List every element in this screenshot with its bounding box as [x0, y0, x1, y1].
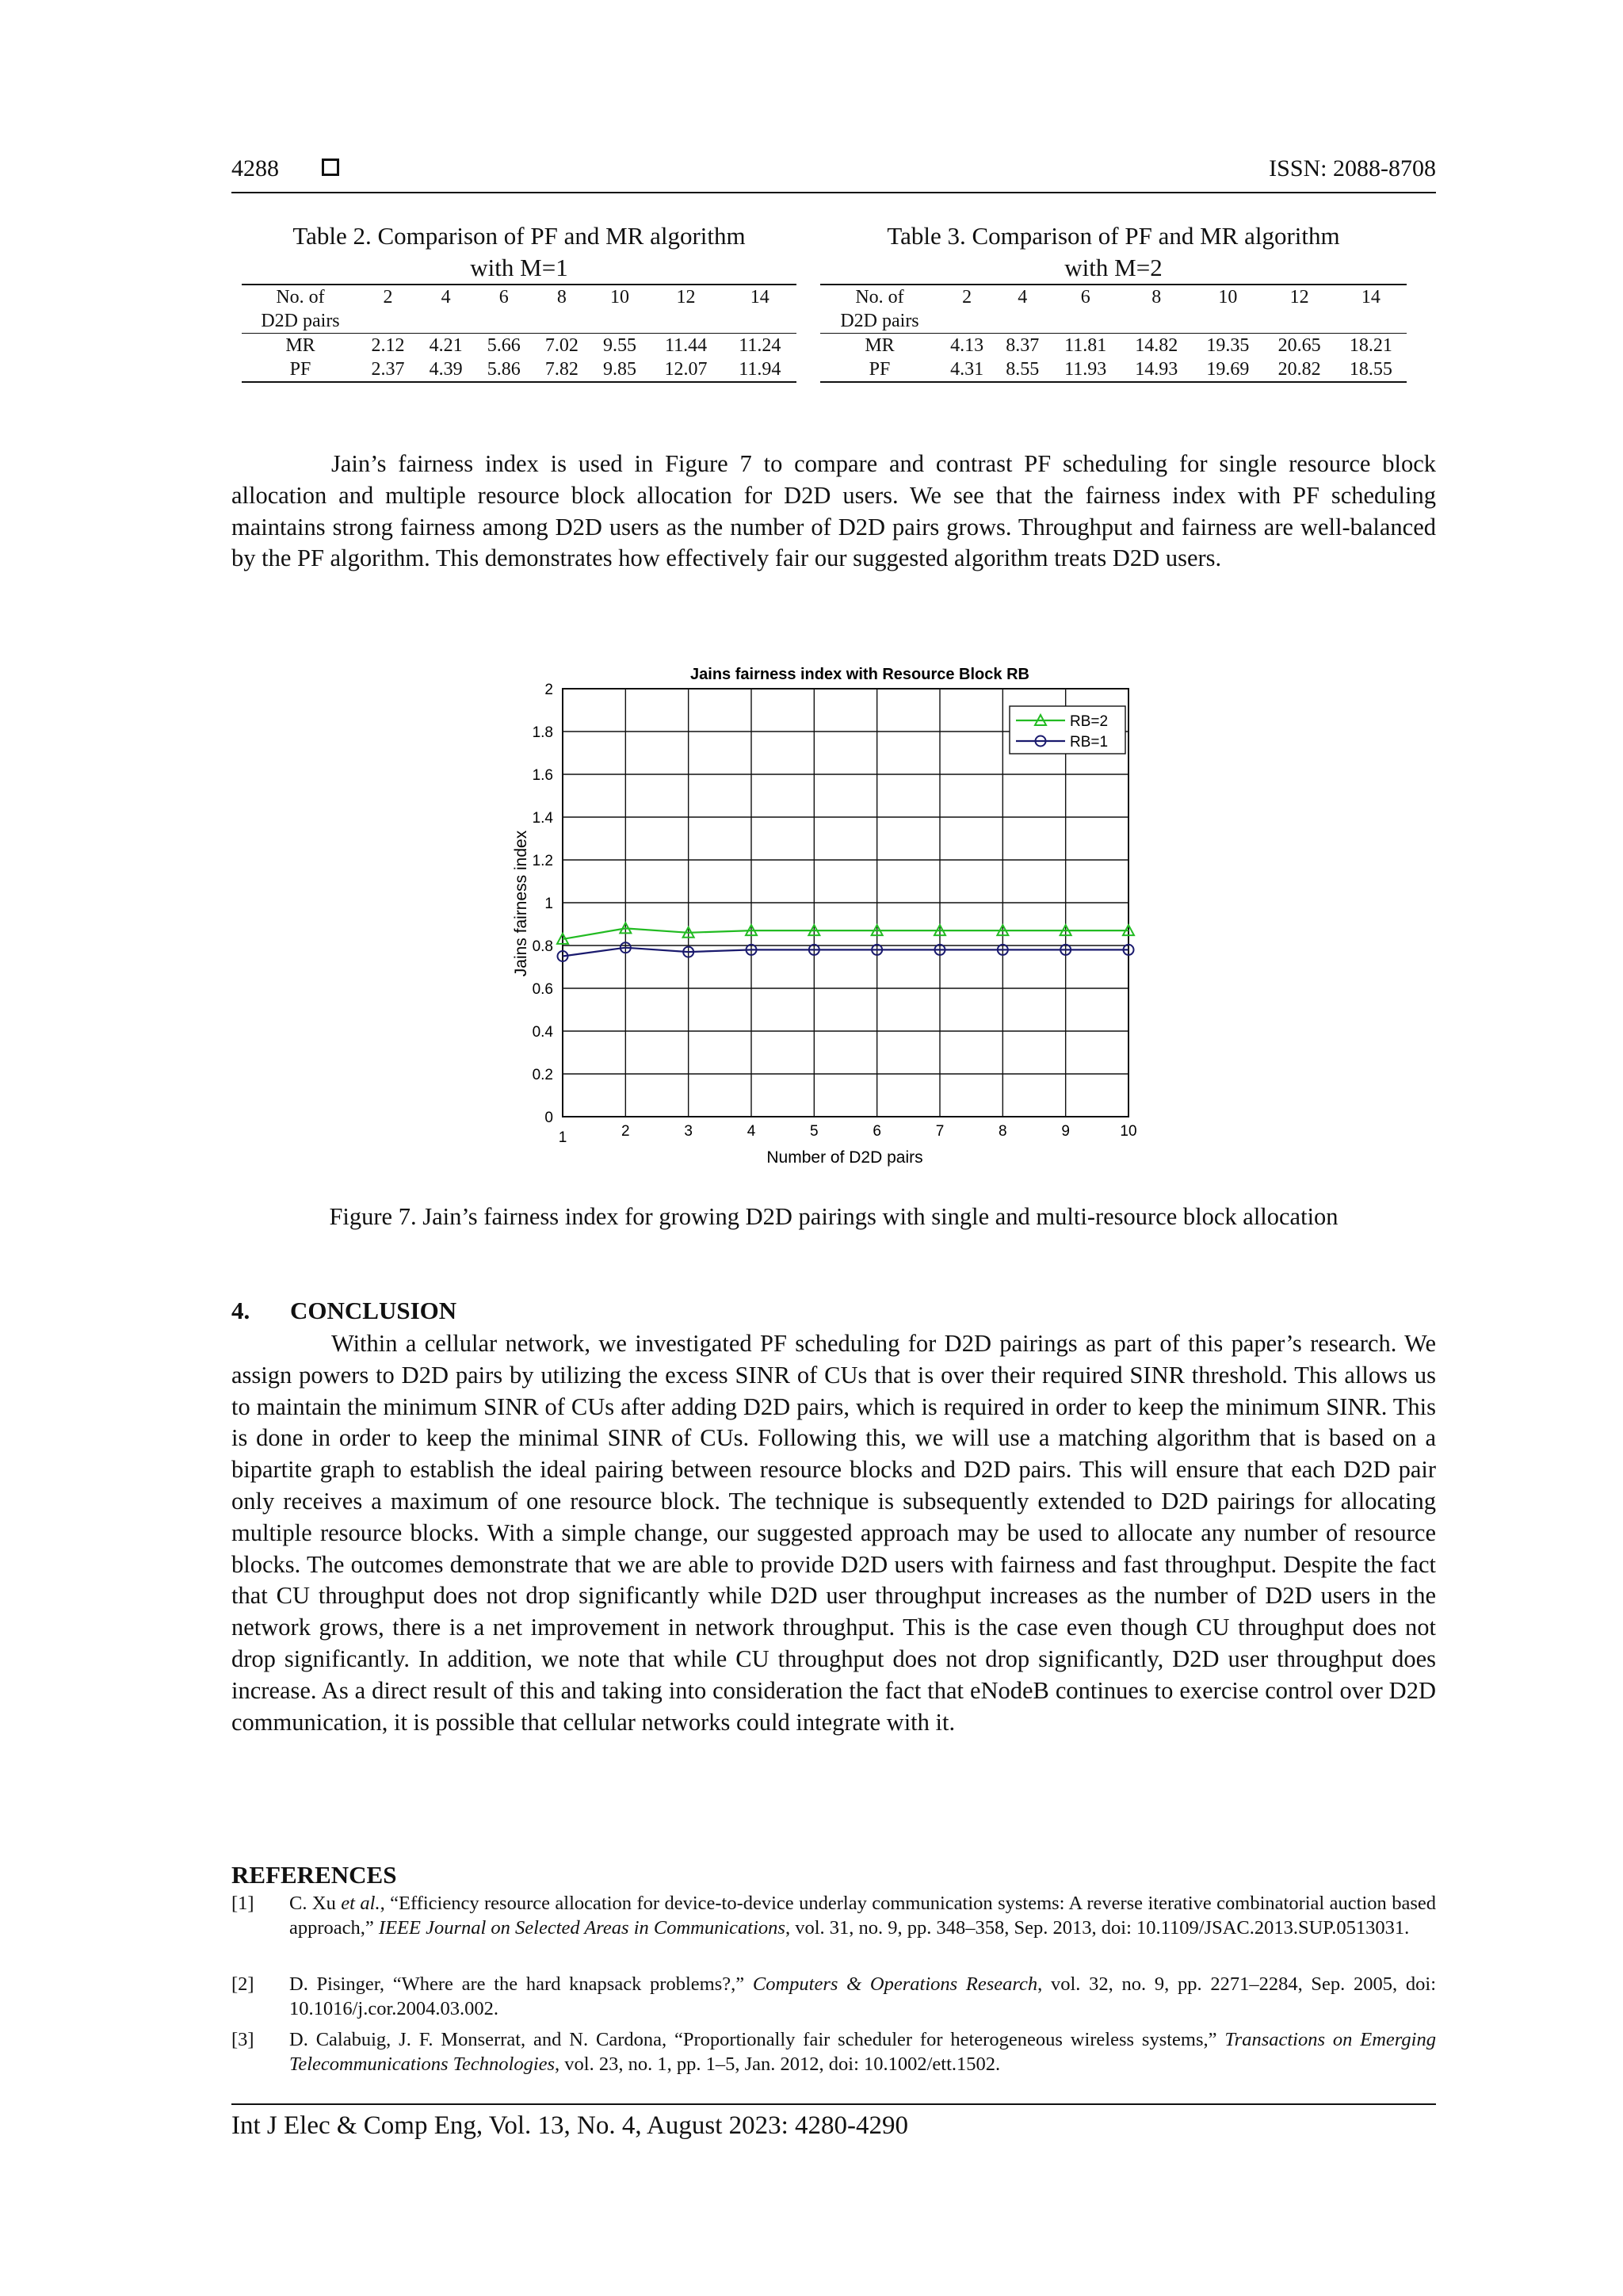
table3-cell: 18.55 — [1335, 357, 1407, 382]
figure-caption: Figure 7. Jain’s fairness index for growing D2D pairings with single and multi-resource block allocation — [329, 1203, 1338, 1230]
table3-col: 14 — [1335, 285, 1407, 334]
chart-series — [557, 923, 1134, 961]
table3-block — [820, 220, 1407, 383]
table3-cell: 14.93 — [1121, 357, 1192, 382]
table2-header-label — [242, 285, 359, 334]
table3-col: 12 — [1264, 285, 1335, 334]
conclusion-text: Within a cellular network, we investigated PF scheduling for D2D pairings as part of this paper’s research. We assign powers to D2D pairs by utilizing the excess SINR of CUs that is over their required SINR threshold. This allows us to maintain the minimum SINR of CUs after adding D2D pairs, which is required in order to keep the minimum SINR. This is done in order to keep the minimal SINR of CUs. Following this, we will use a matching algorithm that is based on a bipartite graph to establish the ideal pairing between resource blocks and D2D pairs. This will ensure that each D2D pair only receives a maximum of one resource block. The technique is subsequently extended to D2D pairings for allocating multiple resource blocks. With a simple change, our suggested approach may be used to allocate any number of resource blocks. The outcomes demonstrate that we are able to provide D2D users with fairness and fast throughput. Despite the fact that CU throughput does not drop significantly while D2D user throughput increases as the number of D2D users in the network grows, there is a net improvement in network throughput. This is the case even though CU throughput does not drop significantly. In addition, we note that while CU throughput does not drop significantly, D2D user throughput does increase. As a direct result of this and taking into consideration the fact that eNodeB continues to exercise control over D2D communication, it is possible that cellular networks could integrate with it. — [231, 1330, 1436, 1736]
table2-col: 8 — [533, 285, 590, 334]
header-rule — [231, 192, 1436, 193]
reference-text — [289, 1972, 1436, 2021]
table2-col: 14 — [724, 285, 796, 334]
chart-x-tick-label: 9 — [1061, 1123, 1070, 1140]
chart-x-tick-label: 2 — [621, 1123, 630, 1140]
chart-y-tick-label: 1.4 — [532, 810, 553, 827]
table3-row-label: MR — [820, 334, 939, 358]
table2-cell: 2.12 — [359, 334, 417, 358]
table2-cell: 5.66 — [475, 334, 533, 358]
chart-series-line — [563, 928, 1128, 939]
table2-cell: 11.44 — [649, 334, 724, 358]
table-row — [820, 334, 1407, 358]
ref-italic: IEEE Journal on Selected Areas in Communications — [378, 1917, 785, 1939]
chart-y-tick-label: 0.6 — [532, 981, 553, 998]
ref-part: , “Efficiency resource allocation for device-to-device underlay communication systems: A reverse iterative combinatorial auction based approach,” — [289, 1893, 1436, 1939]
chart-x-tick-label: 4 — [747, 1123, 756, 1140]
ref-part: , vol. 23, no. 1, pp. 1–5, Jan. 2012, doi: 10.1002/ett.1502. — [555, 2053, 1001, 2075]
chart-x-tick-label: 3 — [684, 1123, 693, 1140]
chart-x-tick-label: 1 — [558, 1129, 567, 1146]
table3-caption-line2: with M=2 — [1064, 254, 1163, 281]
chart-title: Jains fairness index with Resource Block RB — [690, 666, 1029, 683]
table2-cell: 9.55 — [590, 334, 648, 358]
table2-cell: 9.85 — [590, 357, 648, 382]
ref-italic: Transactions on Emerging Telecommunications Technologies — [289, 2029, 1436, 2075]
table3-header-line1: No. of — [855, 287, 904, 308]
chart-y-tick-label: 1.6 — [532, 767, 553, 784]
table2-block — [242, 220, 796, 383]
chart-legend-label: RB=2 — [1070, 713, 1109, 730]
chart-legend-label: RB=1 — [1070, 734, 1109, 751]
table3-cell: 20.82 — [1264, 357, 1335, 382]
references-heading: REFERENCES — [231, 1861, 397, 1889]
table3-cell: 8.55 — [995, 357, 1050, 382]
ref-part: , vol. 31, no. 9, pp. 348–358, Sep. 2013, doi: 10.1109/JSAC.2013.SUP.0513031. — [785, 1917, 1410, 1939]
chart-y-tick-label: 0.8 — [532, 938, 553, 955]
table2-row-label: MR — [242, 334, 359, 358]
table3-caption-line1: Table 3. Comparison of PF and MR algorithm — [887, 222, 1340, 250]
table2-cell: 2.37 — [359, 357, 417, 382]
table-row — [820, 357, 1407, 382]
table3-col: 10 — [1192, 285, 1263, 334]
reference-number: [3] — [231, 2029, 254, 2050]
ref-part: , vol. 32, no. 9, pp. 2271–2284, Sep. 2005, doi: 10.1016/j.cor.2004.03.002. — [289, 1973, 1437, 2019]
table2-col: 6 — [475, 285, 533, 334]
table2-col: 12 — [649, 285, 724, 334]
chart-legend-box — [1010, 706, 1125, 754]
chart-x-tick-label: 5 — [810, 1123, 819, 1140]
table2-caption-line2: with M=1 — [470, 254, 568, 281]
table2-cell: 7.82 — [533, 357, 590, 382]
issn: ISSN: 2088-8708 — [1269, 155, 1436, 181]
table2-col: 4 — [417, 285, 475, 334]
table2-cell: 11.94 — [724, 357, 796, 382]
table3-col: 2 — [939, 285, 995, 334]
reference-number: [1] — [231, 1893, 254, 1914]
paragraph-fairness: Jain’s fairness index is used in Figure 7 to compare and contrast PF scheduling for single resource block allocation and multiple resource block allocation for D2D users. We see that the fairness index with PF scheduling maintains strong fairness among D2D users as the number of D2D pairs grows. Throughput and fairness are well-balanced by the PF algorithm. This demonstrates how effectively fair our suggested algorithm treats D2D users. — [231, 450, 1436, 572]
chart-y-tick-label: 0.2 — [532, 1067, 553, 1083]
table3-cell: 11.81 — [1050, 334, 1121, 358]
table2-cell: 11.24 — [724, 334, 796, 358]
table3 — [820, 284, 1407, 383]
ref-part: C. Xu — [289, 1893, 342, 1914]
table2-header-line2: D2D pairs — [261, 311, 340, 331]
table3-col: 4 — [995, 285, 1050, 334]
reference-number: [2] — [231, 1973, 254, 1995]
table2-caption — [242, 220, 796, 284]
table2-cell: 12.07 — [649, 357, 724, 382]
table3-header-line2: D2D pairs — [840, 311, 919, 331]
chart-x-label: Number of D2D pairs — [766, 1148, 923, 1167]
table3-col: 6 — [1050, 285, 1121, 334]
chart-x-tick-label: 10 — [1120, 1123, 1137, 1140]
table2-col: 10 — [590, 285, 648, 334]
chart-x-tick-label: 6 — [873, 1123, 881, 1140]
chart-x-tick-label: 7 — [935, 1123, 945, 1140]
reference-item — [231, 1972, 1436, 2021]
table2-caption-line1: Table 2. Comparison of PF and MR algorithm — [292, 222, 746, 250]
table2-header-line1: No. of — [276, 287, 325, 308]
ref-part: D. Pisinger, “Where are the hard knapsack problems?,” — [289, 1973, 753, 1995]
table3-cell: 14.82 — [1121, 334, 1192, 358]
table2 — [242, 284, 796, 383]
table3-cell: 4.31 — [939, 357, 995, 382]
table2-cell: 4.39 — [417, 357, 475, 382]
table2-cell: 7.02 — [533, 334, 590, 358]
chart-y-tick-label: 0 — [544, 1110, 553, 1126]
table3-header-label — [820, 285, 939, 334]
table-row — [242, 334, 796, 358]
chart-y-label: Jains fairness index — [512, 830, 530, 977]
section-number: 4. — [231, 1297, 250, 1324]
ref-italic: Computers & Operations Research — [752, 1973, 1038, 1995]
section-title: CONCLUSION — [290, 1297, 457, 1324]
table3-row-label: PF — [820, 357, 939, 382]
table3-cell: 19.35 — [1192, 334, 1263, 358]
table2-row-label: PF — [242, 357, 359, 382]
page-number: 4288 — [231, 155, 279, 181]
table3-cell: 18.21 — [1335, 334, 1407, 358]
reference-item — [231, 2027, 1436, 2076]
table2-col: 2 — [359, 285, 417, 334]
table2-cell: 4.21 — [417, 334, 475, 358]
table3-cell: 4.13 — [939, 334, 995, 358]
table2-header-row — [242, 285, 796, 334]
chart-y-tick-label: 1.2 — [532, 853, 553, 869]
chart-y-tick-label: 2 — [544, 682, 553, 698]
reference-text — [289, 1891, 1436, 1940]
chart-x-tick-label: 8 — [999, 1123, 1007, 1140]
chart-y-ticks — [533, 682, 554, 1126]
chart-y-tick-label: 0.4 — [532, 1024, 553, 1041]
chart-x-ticks — [559, 1123, 1137, 1146]
chart-series-line — [563, 948, 1128, 957]
reference-item — [231, 1891, 1436, 1940]
reference-text — [289, 2027, 1436, 2076]
table3-cell: 20.65 — [1264, 334, 1335, 358]
chart-y-tick-label: 1.8 — [532, 724, 553, 741]
table3-cell: 8.37 — [995, 334, 1050, 358]
chart-legend — [1010, 706, 1125, 754]
footer-citation: Int J Elec & Comp Eng, Vol. 13, No. 4, August 2023: 4280-4290 — [231, 2111, 909, 2140]
ref-part: D. Calabuig, J. F. Monserrat, and N. Cardona, “Proportionally fair scheduler for heterogeneous wireless systems,” — [289, 2029, 1225, 2050]
chart-y-tick-label: 1 — [544, 896, 553, 912]
table3-cell: 19.69 — [1192, 357, 1263, 382]
table3-header-row — [820, 285, 1407, 334]
table3-caption — [820, 220, 1407, 284]
header-box-icon — [322, 159, 339, 176]
table3-col: 8 — [1121, 285, 1192, 334]
table3-cell: 11.93 — [1050, 357, 1121, 382]
table-row — [242, 357, 796, 382]
footer-rule — [231, 2103, 1436, 2105]
fairness-chart — [499, 658, 1149, 1181]
ref-italic: et al. — [341, 1893, 380, 1914]
table2-cell: 5.86 — [475, 357, 533, 382]
